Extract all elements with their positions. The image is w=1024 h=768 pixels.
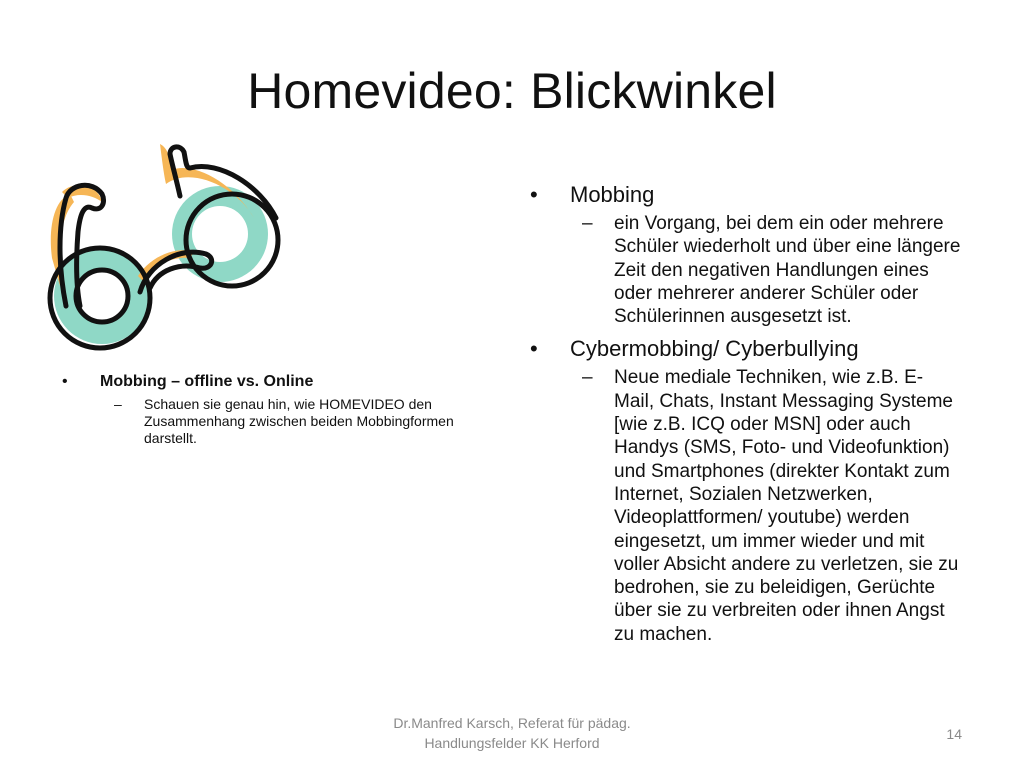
bullet-subtext: Schauen sie genau hin, wie HOMEVIDEO den Zusammenhang zwischen beiden Mobbingformen darstellt. <box>144 396 454 446</box>
list-item <box>530 180 970 210</box>
dash-glyph: – <box>114 396 122 412</box>
bullet-glyph: • <box>530 182 538 207</box>
page-number: 14 <box>946 726 962 742</box>
bullet-glyph: • <box>530 336 538 362</box>
sub-list-item <box>582 212 970 328</box>
list-item <box>62 372 502 392</box>
bullet-label: Cybermobbing/ Cyberbullying <box>570 336 859 362</box>
sub-list-item <box>582 366 970 646</box>
bullet-subtext: Neue mediale Techniken, wie z.B. E-Mail, Chats, Instant Messaging Systeme [wie z.B. ICQ oder MSN] oder auch Handys (SMS, Foto- und Videofunktion) und Smartphones (direkter Kontakt zum Internet, Sozialen Netzwerken, Videoplattformen/ youtube) werden eingesetzt, um immer wieder und mit voller Absicht andere zu verletzen, sie zu bedrohen, sie zu beleidigen, Gerüchte über sie zu verbreiten oder ihnen Angst zu machen. <box>614 367 959 645</box>
bullet-heading: Mobbing – offline vs. Online <box>100 373 314 390</box>
slide-footer: Dr.Manfred Karsch, Referat für pädag. Handlungsfelder KK Herford <box>393 715 631 751</box>
list-item <box>530 334 970 364</box>
right-bullet-list <box>530 180 970 652</box>
sub-list-item <box>114 396 502 447</box>
bullet-glyph: • <box>62 373 68 390</box>
bullet-label: Mobbing <box>570 182 655 207</box>
dash-glyph: – <box>582 367 593 389</box>
left-bullet-list <box>62 372 502 447</box>
eyeglasses-icon <box>40 136 290 362</box>
bullet-subtext: ein Vorgang, bei dem ein oder mehrere Schüler wiederholt und über eine längere Zeit den negativen Handlungen eines oder mehrerer anderer Schüler oder Schülerinnen ausgesetzt ist. <box>614 213 961 328</box>
dash-glyph: – <box>582 213 593 234</box>
slide-title: Homevideo: Blickwinkel <box>247 63 777 119</box>
